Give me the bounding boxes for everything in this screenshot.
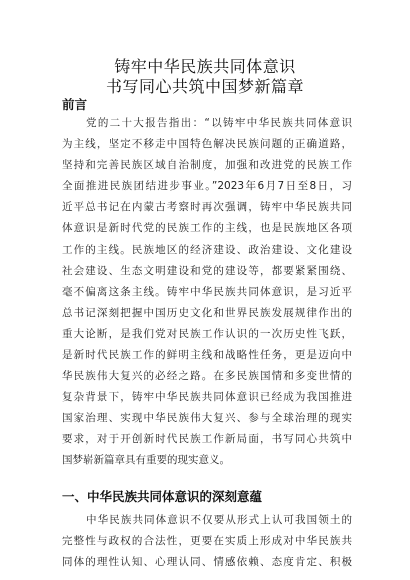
paragraph-line: 近平总书记在内蒙古考察时再次强调，铸牢中华民族共同 bbox=[62, 201, 352, 213]
paragraph-line: 全面推进民族团结进步事业。”2023年6月7日至8日，习 bbox=[62, 180, 352, 192]
section-heading-preface: 前言 bbox=[62, 97, 88, 112]
paragraph-line: 毫不偏离这条主线。铸牢中华民族共同体意识，是习近平 bbox=[62, 286, 352, 298]
paragraph-line: 中华民族共同体意识不仅要从形式上认可我国领土的 bbox=[86, 514, 352, 526]
paragraph-line: 复杂背景下，铸牢中华民族共同体意识已经成为我国推进 bbox=[62, 391, 352, 403]
paragraph-line: 坚持和完善民族区域自治制度，加强和改进党的民族工作 bbox=[62, 159, 352, 171]
paragraph-line: 社会建设、生态文明建设和党的建设等，都要紧紧围绕、 bbox=[62, 265, 352, 277]
paragraph-line: 体意识是新时代党的民族工作的主线，也是民族地区各项 bbox=[62, 222, 352, 234]
paragraph-line: 总书记深刻把握中国历史文化和世界民族发展规律作出的 bbox=[62, 307, 352, 319]
paragraph-line: 华民族伟大复兴的必经之路。在多民族国情和多变世情的 bbox=[62, 370, 352, 382]
paragraph-line: 党的二十大报告指出：“以铸牢中华民族共同体意识 bbox=[86, 117, 352, 129]
paragraph-line: 完整性与政权的合法性，更要在实质上形成对中华民族共 bbox=[62, 535, 352, 547]
paragraph-line: 国家治理、实现中华民族伟大复兴、参与全球治理的现实 bbox=[62, 412, 352, 424]
paragraph-line: 重大论断，是我们党对民族工作认识的一次历史性飞跃， bbox=[62, 328, 352, 340]
paragraph-line: 国梦崭新篇章具有重要的现实意义。 bbox=[62, 454, 230, 466]
paragraph-line: 同体的理性认知、心理认同、情感依赖、态度肯定、积极 bbox=[62, 556, 352, 568]
paragraph-line: 是新时代民族工作的鲜明主线和战略性任务，更是迈向中 bbox=[62, 349, 352, 361]
document-title-line-1: 铸牢中华民族共同体意识 bbox=[114, 57, 296, 76]
paragraph-line: 要求，对于开创新时代民族工作新局面，书写同心共筑中 bbox=[62, 433, 352, 445]
paragraph-line: 工作的主线。民族地区的经济建设、政治建设、文化建设 bbox=[62, 244, 352, 256]
paragraph-line: 为主线，坚定不移走中国特色解决民族问题的正确道路， bbox=[62, 138, 352, 150]
section-heading-1: 一、中华民族共同体意识的深刻意蕴 bbox=[62, 489, 263, 504]
document-title-line-2: 书写同心共筑中国梦新篇章 bbox=[105, 77, 304, 96]
